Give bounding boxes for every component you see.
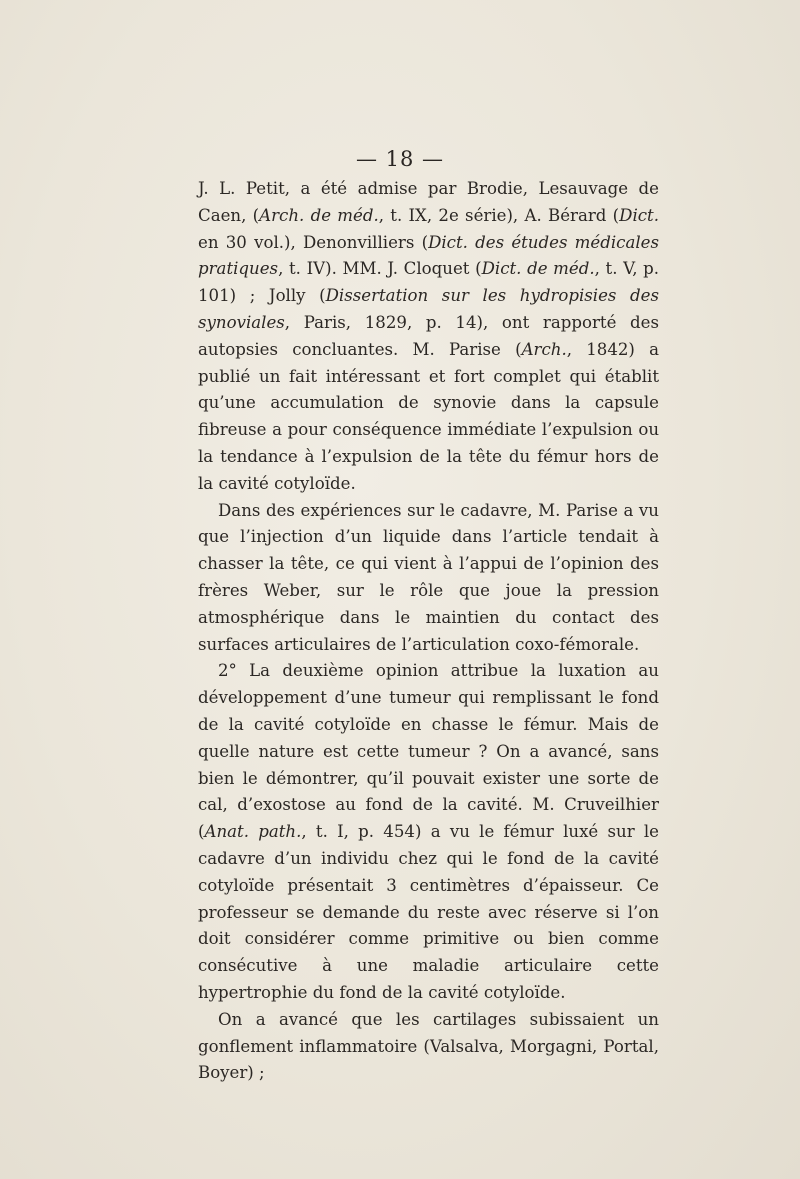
citation-italic: Dissertation sur les hydropisies des synoviales bbox=[198, 286, 659, 332]
text-run: , t. IV). MM. J. Cloquet ( bbox=[278, 259, 482, 279]
page-number: — 18 — bbox=[355, 147, 445, 171]
paragraph bbox=[198, 176, 659, 498]
text-run: On a avancé que les cartilages subissaient un gonflement inflammatoire (Valsalva, Morgagni, Portal, Boyer) ; bbox=[198, 1009, 659, 1083]
text-run: , t. V, p. 101) ; Jolly ( bbox=[198, 259, 660, 306]
citation-italic: Dict. de méd. bbox=[481, 259, 595, 279]
text-run: Dans des expériences sur le cadavre, M. Parise a vu que l’injection d’un liquide dans l’article tendait à chasser la tête, ce qui vient à l’appui de l’opinion des frères Weber, sur le rôle que joue la pression atmosphérique dans le maintien du contact des surfaces articulaires de l’articulation coxo-fémorale. bbox=[198, 500, 659, 654]
paragraph bbox=[198, 1007, 659, 1087]
paragraph bbox=[198, 658, 659, 1006]
text-run: , Paris, 1829, p. 14), ont rapporté des autopsies concluantes. M. Parise ( bbox=[198, 312, 659, 359]
citation-italic: Arch. bbox=[521, 339, 567, 359]
citation-italic: Anat. path. bbox=[204, 822, 302, 842]
text-run: , t. IX, 2e série), A. Bérard ( bbox=[378, 205, 620, 225]
text-run: 2° La deuxième opinion attribue la luxation au développement d’une tumeur qui remplissant le fond de la cavité cotyloïde en chasse le fémur. Mais de quelle nature est cette tumeur ? On a avancé, sans bien le démontrer, qu’il pouvait exister une sorte de cal, d’exostose au fond de la cavité. M. Cruveilhier ( bbox=[198, 661, 659, 842]
paragraph bbox=[198, 498, 659, 659]
citation-italic: Dict. bbox=[619, 205, 659, 225]
text-run: en 30 vol.), Denonvilliers ( bbox=[198, 232, 429, 252]
text-run: , t. I, p. 454) a vu le fémur luxé sur le cadavre d’un individu chez qui le fond de la cavité cotyloïde présentait 3 centimètres d’épaisseur. Ce professeur se demande du reste avec réserve si l’on doit considérer comme primitive ou bien comme consécutive à une maladie articulaire cette hypertrophie du fond de la cavité cotyloïde. bbox=[198, 822, 659, 1002]
citation-italic: Arch. de méd. bbox=[259, 205, 379, 225]
text-run: , 1842) a publié un fait intéressant et fort complet qui établit qu’une accumulation de synovie dans la capsule fibreuse a pour conséquence immédiate l’expulsion ou la tendance à l’expulsion de la tête du fémur hors de la cavité cotyloïde. bbox=[198, 339, 659, 493]
body-text bbox=[198, 176, 659, 1087]
text-run: J. L. Petit, a été admise par Brodie, Lesauvage de Caen, ( bbox=[198, 179, 659, 225]
citation-italic: Dict. des études médicales pratiques bbox=[198, 232, 659, 279]
